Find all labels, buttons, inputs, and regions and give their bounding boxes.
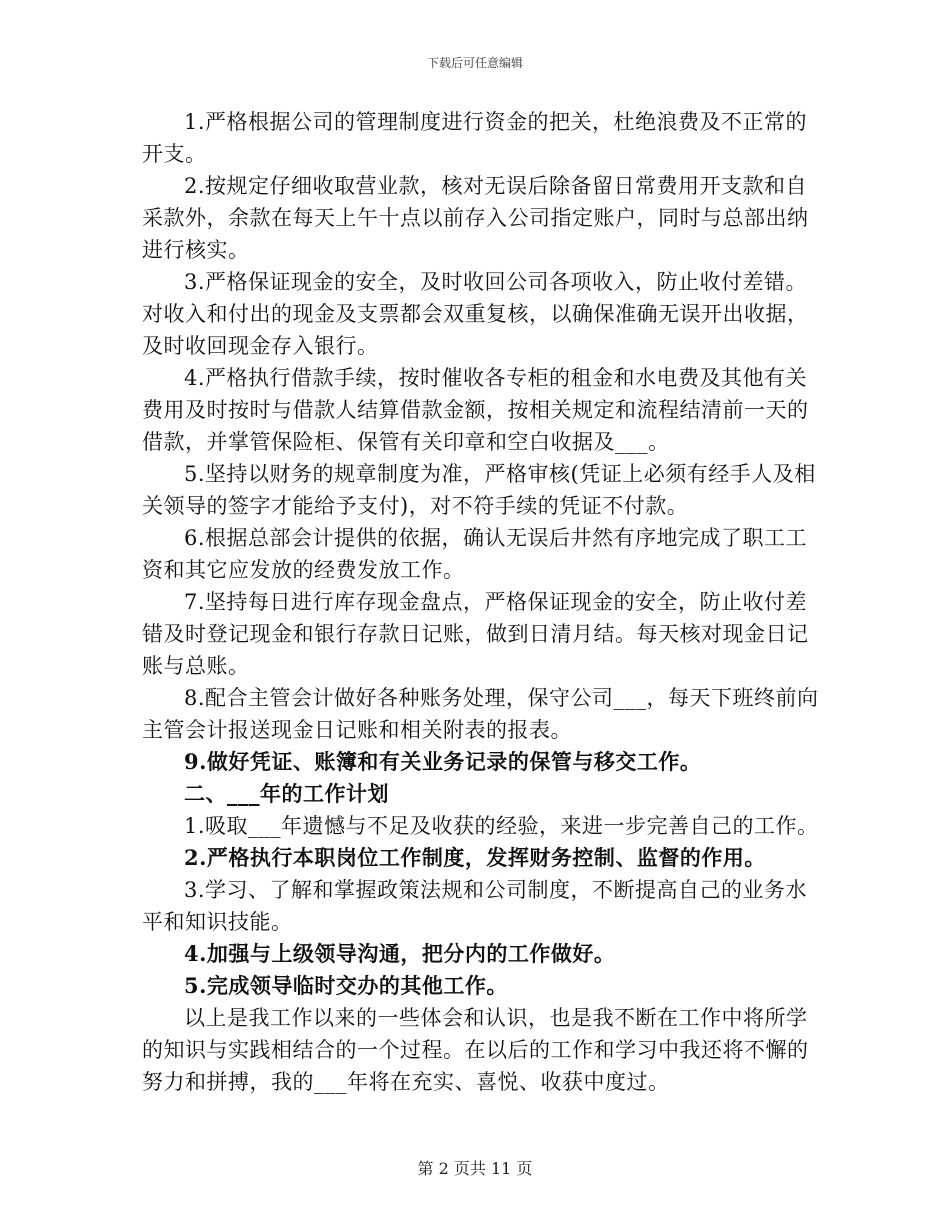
paragraph-9: 9.做好凭证、账簿和有关业务记录的保管与移交工作。 xyxy=(184,749,702,774)
paragraph-4: 4.严格执行借款手续，按时催收各专柜的租金和水电费及其他有关费用及时按时与借款人结算借款金额，按相关规定和流程结清前一天的借款，并掌管保险柜、保管有关印章和空白收据及___。 xyxy=(142,366,809,454)
paragraph-7: 7.坚持每日进行库存现金盘点，严格保证现金的安全，防止收付差错及时登记现金和银行存款日记账，做到日清月结。每天核对现金日记账与总账。 xyxy=(142,590,809,678)
paragraph-5: 5.坚持以财务的规章制度为准，严格审核(凭证上必须有经手人及相关领导的签字才能给予支付)，对不符手续的凭证不付款。 xyxy=(142,462,816,518)
paragraph-8: 8.配合主管会计做好各种账务处理，保守公司___，每天下班终前向主管会计报送现金日记账和相关附表的报表。 xyxy=(142,686,819,742)
closing-paragraph: 以上是我工作以来的一些体会和认识，也是我不断在工作中将所学的知识与实践相结合的一个过程。在以后的工作和学习中我还将不懈的努力和拼搏，我的___年将在充实、喜悦、收获中度过。 xyxy=(142,1006,809,1094)
paragraph-3: 3.严格保证现金的安全，及时收回公司各项收入，防止收付差错。对收入和付出的现金及支票都会双重复核，以确保准确无误开出收据，及时收回现金存入银行。 xyxy=(142,270,809,358)
plan-item-4: 4.加强与上级领导沟通，把分内的工作做好。 xyxy=(184,941,616,966)
paragraph-2: 2.按规定仔细收取营业款，核对无误后除备留日常费用开支款和自采款外，余款在每天上午十点以前存入公司指定账户，同时与总部出纳进行核实。 xyxy=(142,174,809,262)
plan-item-2: 2.严格执行本职岗位工作制度，发挥财务控制、监督的作用。 xyxy=(184,845,766,870)
page-footer: 第 2 页共 11 页 xyxy=(417,1159,533,1178)
plan-item-3: 3.学习、了解和掌握政策法规和公司制度，不断提高自己的业务水平和知识技能。 xyxy=(142,878,808,934)
plan-item-5: 5.完成领导临时交办的其他工作。 xyxy=(184,973,508,998)
paragraph-6: 6.根据总部会计提供的依据，确认无误后井然有序地完成了职工工资和其它应发放的经费发放工作。 xyxy=(142,526,808,582)
document-body xyxy=(142,106,822,1098)
plan-item-1: 1.吸取___年遗憾与不足及收获的经验，来进一步完善自己的工作。 xyxy=(184,814,819,838)
section-heading-plan: 二、___年的工作计划 xyxy=(184,781,389,806)
paragraph-1: 1.严格根据公司的管理制度进行资金的把关，杜绝浪费及不正常的开支。 xyxy=(142,110,808,166)
page-header: 下载后可任意编辑 xyxy=(426,56,523,70)
